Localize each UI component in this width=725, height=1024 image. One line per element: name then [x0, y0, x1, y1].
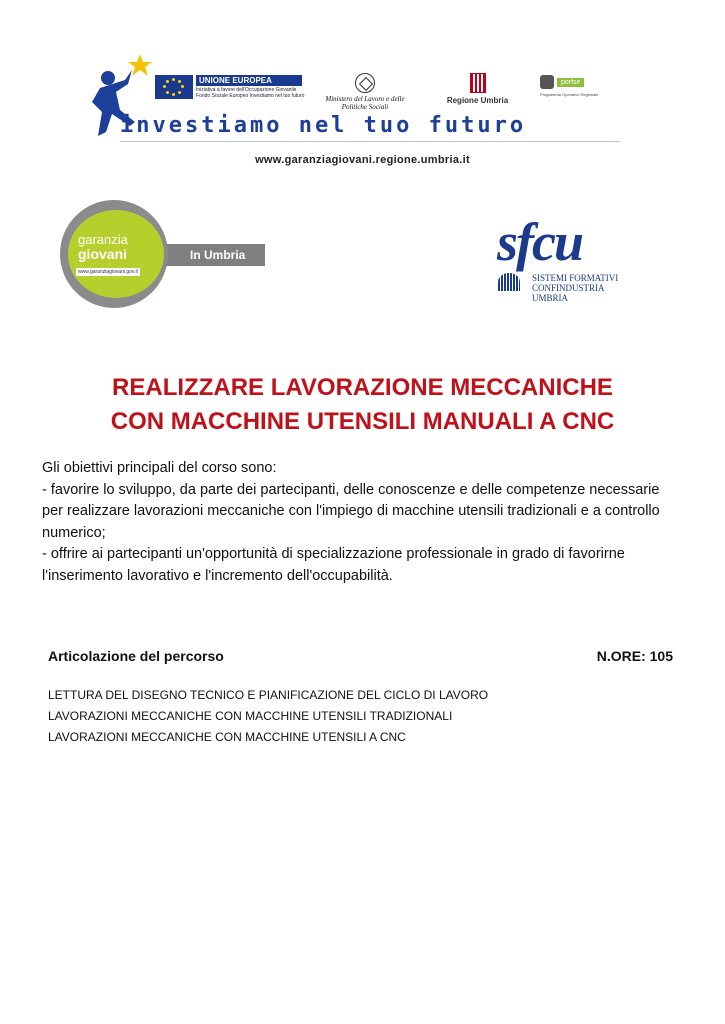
sfcu-logo [492, 212, 642, 303]
total-hours: N.ORE: 105 [596, 648, 673, 664]
slogan: investiamo nel tuo futuro [120, 113, 527, 138]
regione-umbria-logo [435, 73, 520, 105]
gg-circle [60, 200, 168, 308]
gg-url: www.garanziagiovani.gov.it [78, 269, 138, 275]
sfcu-building-icon [498, 273, 520, 291]
porfse-word: porfse [557, 78, 584, 87]
porfse-subtitle: Programma Operativo Regionale [540, 92, 599, 97]
gg-line1: garanzia [78, 232, 128, 247]
list-item: LETTURA DEL DISEGNO TECNICO E PIANIFICAZIONE DEL CICLO DI LAVORO [48, 688, 489, 702]
list-item: LAVORAZIONI MECCANICHE CON MACCHINE UTENSILI A CNC [48, 730, 406, 744]
porfse-logo [540, 75, 620, 97]
header-banner [80, 45, 620, 155]
objective-2: - offrire ai partecipanti un'opportunità di specializzazione professionale in grado di favorirne l'inserimento lavorativo e l'incremento dell'occupabilità. [42, 546, 625, 584]
sfcu-word: sfcu [497, 212, 582, 272]
objectives-intro: Gli obiettivi principali del corso sono: [42, 460, 277, 476]
objective-1: - favorire lo sviluppo, da parte dei partecipanti, delle conoscenze e delle competenze necessarie per realizzare lavorazioni meccaniche con l'impiego di macchine utensili tradizionali e a controllo numerico; [42, 481, 660, 541]
gg-line2: giovani [78, 246, 128, 262]
module-list [48, 685, 488, 748]
gg-tab: In Umbria [155, 244, 265, 266]
eu-title: UNIONE EUROPEA [196, 75, 302, 86]
objectives-text [42, 458, 682, 587]
regione-umbria-text: Regione Umbria [446, 96, 509, 105]
slogan-underline [120, 141, 620, 142]
eu-logo [155, 75, 306, 99]
title-line-1: REALIZZARE LAVORAZIONE MECCANICHE [112, 374, 613, 401]
section-heading: Articolazione del percorso [48, 648, 224, 664]
website-url: www.garanziagiovani.regione.umbria.it [255, 154, 470, 166]
course-title [0, 371, 725, 439]
porfse-icon [540, 75, 554, 89]
ministero-logo [325, 73, 405, 111]
sfcu-subtitle: SISTEMI FORMATIVI CONFINDUSTRIA UMBRIA [532, 273, 619, 303]
ministero-text: Ministero del Lavoro e delle Politiche Sociali [325, 95, 405, 111]
list-item: LAVORAZIONI MECCANICHE CON MACCHINE UTENSILI TRADIZIONALI [48, 709, 453, 723]
garanzia-giovani-logo [60, 200, 270, 310]
eu-flag-icon [155, 75, 193, 99]
eu-subtitle: Iniziativa a favore dell'Occupazione Giovanile Fondo Sociale Europeo Investiamo nel tuo futuro [196, 87, 305, 99]
title-line-2: CON MACCHINE UTENSILI MANUALI A CNC [110, 408, 615, 435]
italian-emblem-icon [355, 73, 375, 93]
section-header [48, 648, 673, 664]
umbria-emblem-icon [470, 73, 486, 93]
